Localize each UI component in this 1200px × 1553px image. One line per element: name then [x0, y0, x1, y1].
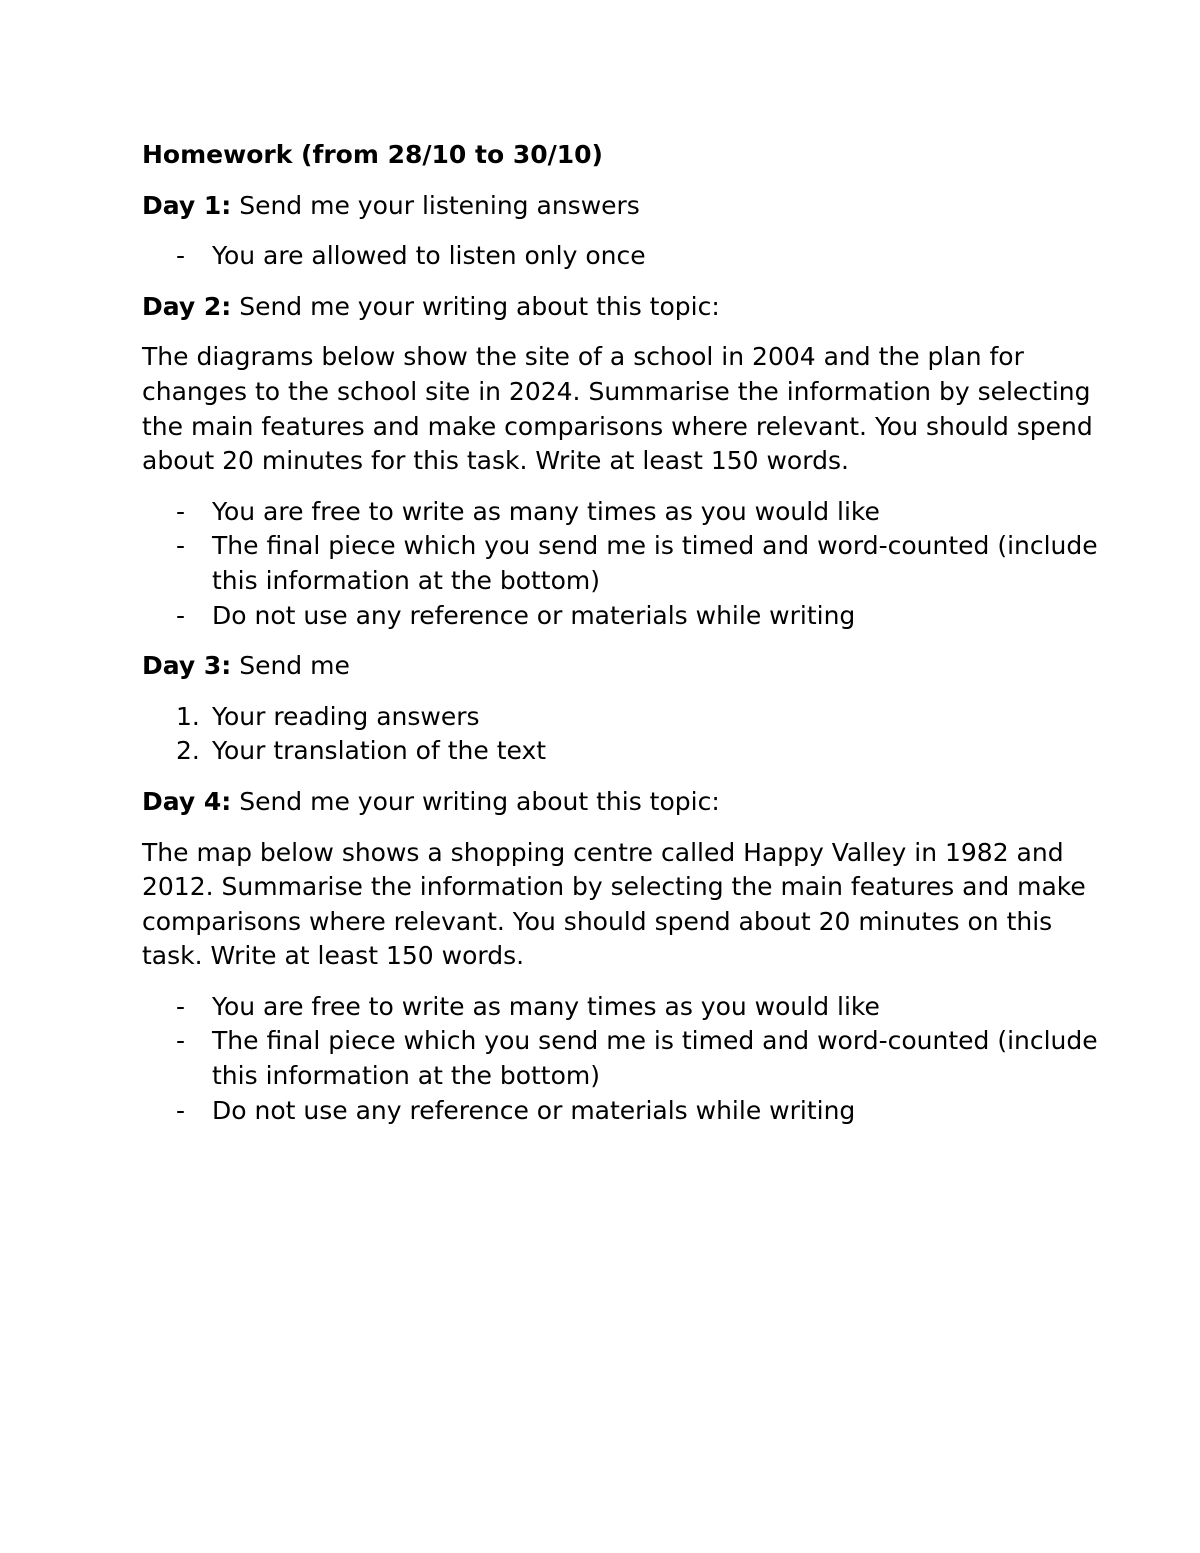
list-item	[142, 529, 1102, 598]
list-item	[142, 599, 1102, 634]
item-text: Your reading answers	[212, 701, 480, 731]
document-page	[142, 138, 1102, 1144]
document-title: Homework (from 28/10 to 30/10)	[142, 140, 603, 169]
bullet-text: You are allowed to listen only once	[212, 241, 646, 271]
list-item	[142, 734, 1102, 769]
day-2-heading	[142, 290, 1102, 325]
day-1-bullet-list	[142, 239, 1102, 274]
day-3-label: Day 3:	[142, 651, 232, 681]
dash-marker: -	[176, 531, 186, 561]
list-item	[142, 990, 1102, 1025]
day-3-numbered-list	[142, 700, 1102, 769]
list-item	[142, 495, 1102, 530]
day-2-bullet-list	[142, 495, 1102, 633]
day-1-heading	[142, 189, 1102, 224]
dash-marker: -	[176, 600, 186, 630]
day-3-heading	[142, 649, 1102, 684]
bullet-text: Do not use any reference or materials while writing	[212, 1095, 856, 1125]
dash-marker: -	[176, 241, 186, 271]
bullet-text: The final piece which you send me is timed and word-counted (include this information at the bottom)	[212, 1026, 1098, 1091]
dash-marker: -	[176, 1095, 186, 1125]
list-item	[142, 700, 1102, 735]
day-4-bullet-list	[142, 990, 1102, 1128]
dash-marker: -	[176, 496, 186, 526]
dash-marker: -	[176, 991, 186, 1021]
bullet-text: Do not use any reference or materials while writing	[212, 600, 856, 630]
day-4-heading	[142, 785, 1102, 820]
day-4-label: Day 4:	[142, 786, 232, 816]
day-3-text: Send me	[231, 651, 350, 681]
list-item	[142, 1094, 1102, 1129]
bullet-text: You are free to write as many times as you would like	[212, 991, 880, 1021]
bullet-text: The final piece which you send me is timed and word-counted (include this information at the bottom)	[212, 531, 1098, 595]
day-1-text: Send me your listening answers	[231, 190, 640, 220]
day-4-task-paragraph: The map below shows a shopping centre called Happy Valley in 1982 and 2012. Summarise the information by selecting the main features and make comparisons where relevant. You should spend about 20 minutes on this task. Write at least 150 words.	[142, 837, 1086, 971]
number-marker: 1.	[176, 701, 200, 731]
day-2-text: Send me your writing about this topic:	[231, 291, 720, 321]
number-marker: 2.	[176, 736, 200, 766]
bullet-text: You are free to write as many times as you would like	[212, 496, 880, 526]
day-2-label: Day 2:	[142, 291, 232, 321]
item-text: Your translation of the text	[212, 736, 547, 766]
day-4-text: Send me your writing about this topic:	[231, 786, 720, 816]
day-2-task-paragraph: The diagrams below show the site of a school in 2004 and the plan for changes to the school site in 2024. Summarise the information by selecting the main features and make comparisons where relevant. You should spend about 20 minutes for this task. Write at least 150 words.	[142, 342, 1093, 476]
dash-marker: -	[176, 1026, 186, 1056]
day-1-label: Day 1:	[142, 190, 232, 220]
list-item	[142, 1024, 1102, 1093]
list-item	[142, 239, 1102, 274]
